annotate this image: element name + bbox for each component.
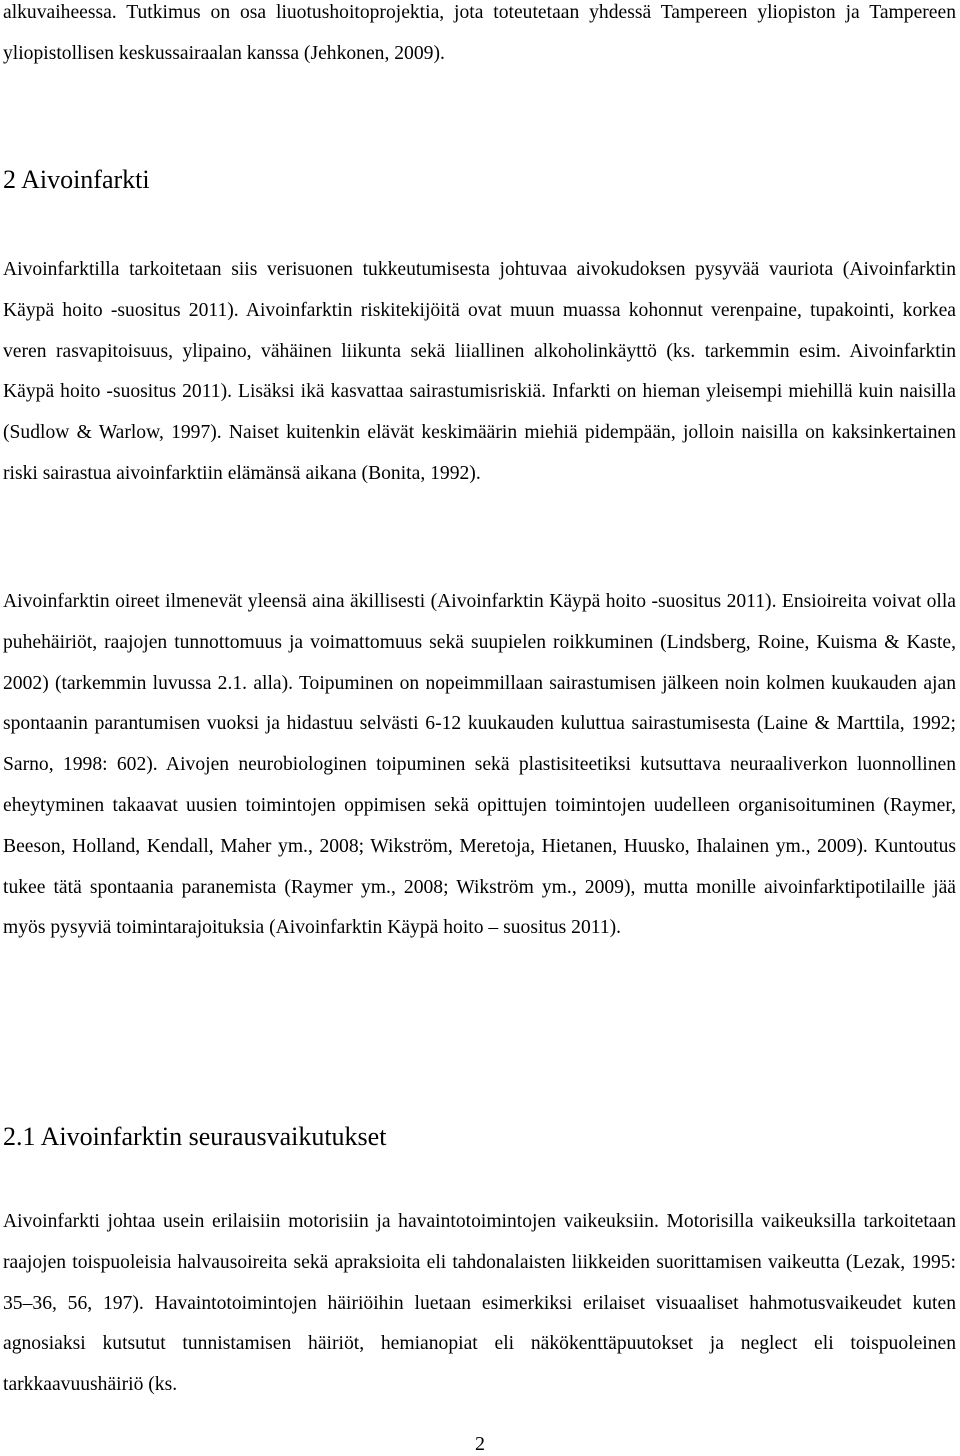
section-heading-2-1: 2.1 Aivoinfarktin seurausvaikutukset [3, 1122, 387, 1151]
section-heading-2: 2 Aivoinfarkti [3, 165, 150, 194]
paragraph-symptoms-recovery: Aivoinfarktin oireet ilmenevät yleensä aina äkillisesti (Aivoinfarktin Käypä hoito -suositus 2011). Ensioireita voivat olla puhehäiriöt, raajojen tunnottomuus ja voimattomuus sekä suupielen roikkuminen (Lindsberg, Roine, Kuisma & Kaste, 2002) (tarkemmin luvussa 2.1. alla). Toipuminen on nopeimmillaan sairastumisen jälkeen noin kolmen kuukauden ajan spontaanin parantumisen vuoksi ja hidastuu selvästi 6-12 kuukauden kuluttua sairastumisesta (Laine & Marttila, 1992; Sarno, 1998: 602). Aivojen neurobiologinen toipuminen sekä plastisiteetiksi kutsuttava neuraaliverkon luonnollinen eheytyminen takaavat uusien toimintojen oppimisen sekä opittujen toimintojen uudelleen organisoituminen (Raymer, Beeson, Holland, Kendall, Maher ym., 2008; Wikström, Meretoja, Hietanen, Huusko, Ihalainen ym., 2009). Kuntoutus tukee tätä spontaania paranemista (Raymer ym., 2008; Wikström ym., 2009), mutta monille aivoinfarktipotilaille jää myös pysyviä toimintarajoituksia (Aivoinfarktin Käypä hoito – suositus 2011). [3, 591, 956, 939]
page-number: 2 [475, 1433, 485, 1455]
paragraph-consequences: Aivoinfarkti johtaa usein erilaisiin motorisiin ja havaintotoimintojen vaikeuksiin. Motorisilla vaikeuksilla tarkoitetaan raajojen toispuoleisia halvausoireita sekä apraksioita eli tahdonalaisten liikkeiden suorittamisen vaikeutta (Lezak, 1995: 35–36, 56, 197). Havaintotoimintojen häiriöihin luetaan esimerkiksi erilaiset visuaaliset hahmotusvaikeudet kuten agnosiaksi kutsutut tunnistamisen häiriöt, hemianopiat eli näkökenttäpuutokset ja neglect eli toispuoleinen tarkkaavuushäiriö (ks. [3, 1211, 956, 1396]
intro-paragraph: alkuvaiheessa. Tutkimus on osa liuotushoitoprojektia, jota toteutetaan yhdessä Tampereen yliopiston ja Tampereen yliopistollisen keskussairaalan kanssa (Jehkonen, 2009). [3, 2, 956, 64]
paragraph-risk-factors: Aivoinfarktilla tarkoitetaan siis verisuonen tukkeutumisesta johtuvaa aivokudoksen pysyvää vauriota (Aivoinfarktin Käypä hoito -suositus 2011). Aivoinfarktin riskitekijöitä ovat muun muassa kohonnut verenpaine, tupakointi, korkea veren rasvapitoisuus, ylipaino, vähäinen liikunta sekä liiallinen alkoholinkäyttö (ks. tarkemmin esim. Aivoinfarktin Käypä hoito -suositus 2011). Lisäksi ikä kasvattaa sairastumisriskiä. Infarkti on hieman yleisempi miehillä kuin naisilla (Sudlow & Warlow, 1997). Naiset kuitenkin elävät keskimäärin miehiä pidempään, jolloin naisilla on kaksinkertainen riski sairastua aivoinfarktiin elämänsä aikana (Bonita, 1992). [3, 259, 956, 484]
